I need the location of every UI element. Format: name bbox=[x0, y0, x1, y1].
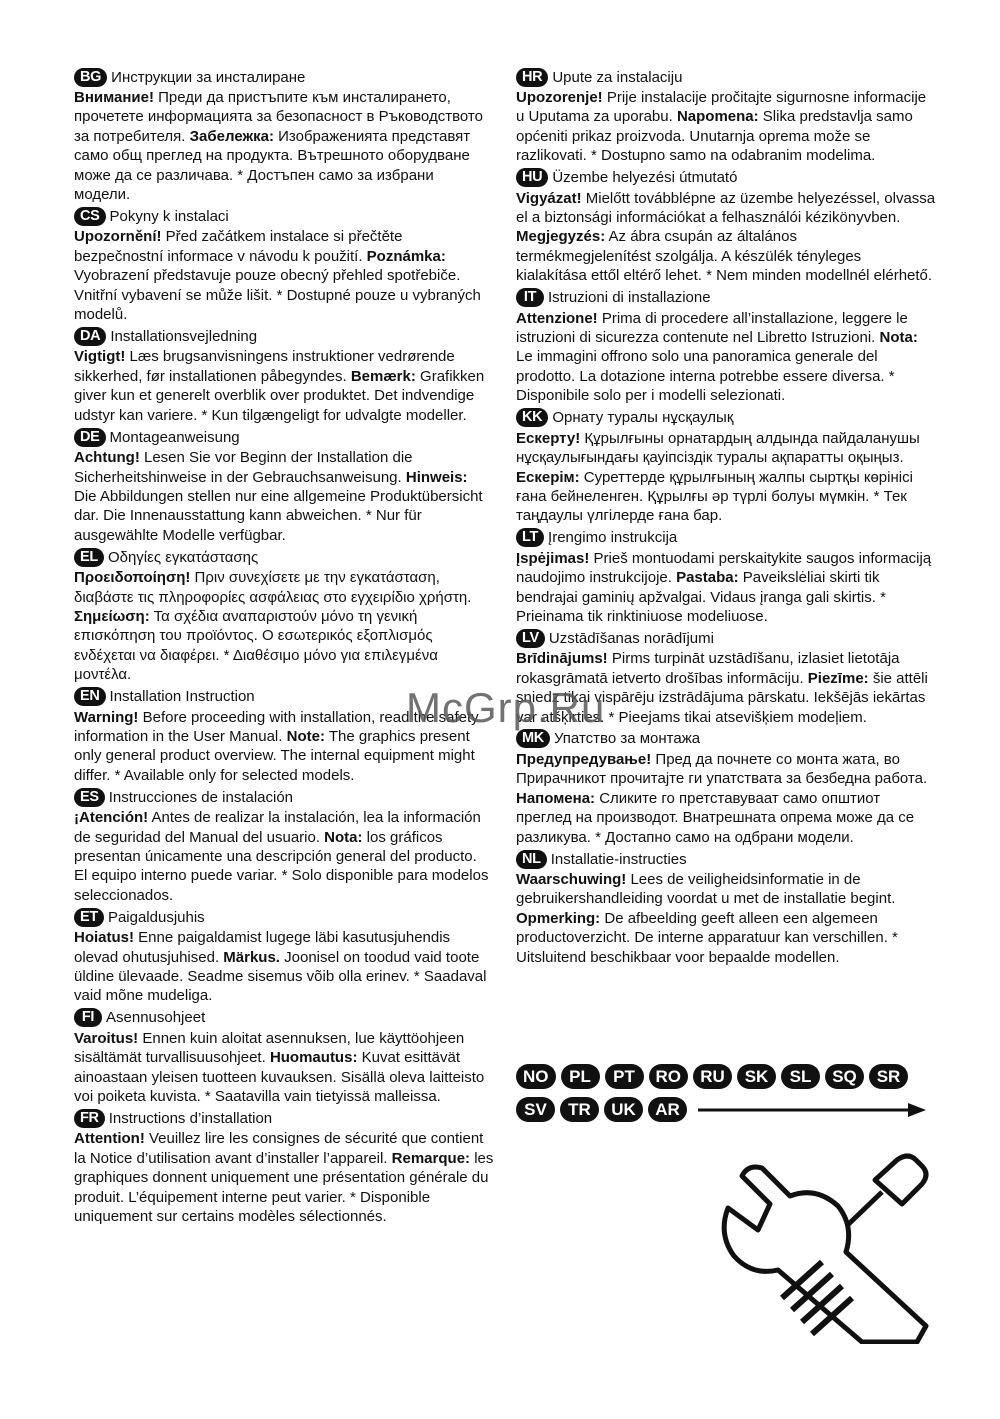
body-text: Prima di procedere all’installazione, leggere le istruzioni di sicurezza contenute nel Libretto Istruzioni. bbox=[516, 309, 908, 347]
section-heading bbox=[74, 906, 494, 928]
section-body bbox=[74, 928, 494, 1006]
language-badge-row bbox=[516, 1064, 946, 1089]
body-text: Læs brugsanvisningens instruktioner vedrørende sikkerhed, før installationen påbegyndes. bbox=[74, 348, 455, 385]
body-text: les graphiques donnent uniquement une présentation générale du produit. L’équipement interne peut varier. * Disponible uniquement sur certains modèles sélectionnés. bbox=[74, 1149, 494, 1226]
section-es bbox=[74, 786, 494, 905]
section-title: Installatie-instructies bbox=[550, 850, 687, 868]
bold-label: Piezīme: bbox=[807, 669, 869, 687]
section-body bbox=[516, 870, 936, 967]
body-text: Le immagini offrono solo una panoramica generale del prodotto. La dotazione interna potrebbe essere diversa. * Disponibile solo per i modelli selezionati. bbox=[516, 348, 895, 405]
body-text: Vyobrazení představuje pouze obecný přehled spotřebiče. Vnitřní vybavení se může lišit. * Dostupné pouze u vybraných modelů. bbox=[74, 267, 481, 324]
section-title: Орнату туралы нұсқаулық bbox=[552, 409, 734, 427]
section-title: Asennusohjeet bbox=[106, 1009, 206, 1027]
section-body bbox=[74, 1129, 494, 1226]
language-badge: SK bbox=[737, 1064, 776, 1089]
section-heading bbox=[74, 1007, 494, 1029]
bold-label: Ескерту! bbox=[516, 429, 581, 447]
language-badge: SV bbox=[516, 1097, 555, 1122]
section-body bbox=[516, 649, 936, 727]
watermark: McGrp.Ru bbox=[406, 684, 606, 731]
body-text: Πριν συνεχίσετε με την εγκατάσταση, διαβάστε τις πληροφορίες ασφάλειας στο εγχειρίδιο χρήστη. bbox=[74, 569, 472, 606]
section-body bbox=[516, 309, 936, 406]
left-column bbox=[74, 66, 494, 1228]
language-code-badge: IT bbox=[516, 288, 544, 307]
section-cs bbox=[74, 205, 494, 324]
body-text: Құрылғыны орнатардың алдында пайдаланушы нұсқаулығындағы қауіпсіздік туралы ақпаратты оқыңыз. bbox=[516, 429, 920, 467]
section-body bbox=[74, 227, 494, 324]
section-body bbox=[74, 88, 494, 204]
section-heading bbox=[74, 1107, 494, 1129]
bold-label: Pastaba: bbox=[676, 569, 739, 587]
language-code-badge: ET bbox=[74, 908, 104, 927]
arrow-right-icon bbox=[698, 1100, 928, 1120]
language-code-badge: EL bbox=[74, 548, 104, 567]
body-text: Изображенията представят само общ преглед на продукта. Вътрешното оборудване може да се различава. * Достъпен само за избрани модели. bbox=[74, 127, 471, 204]
bold-label: Warning! bbox=[74, 708, 139, 726]
section-body bbox=[516, 429, 936, 526]
section-title: Uzstādīšanas norādījumi bbox=[548, 629, 714, 647]
bold-label: Achtung! bbox=[74, 449, 140, 467]
section-body bbox=[74, 448, 494, 545]
section-title: Installation Instruction bbox=[109, 688, 255, 706]
language-code-badge: EN bbox=[74, 687, 106, 706]
body-text: Joonisel on toodud vaid toote üldine ülevaade. Seadme sisemus võib olla erinev. * Saadaval vaid mõne mudeliga. bbox=[74, 948, 487, 1005]
section-body bbox=[516, 549, 936, 627]
section-de bbox=[74, 426, 494, 545]
bold-label: Vigtigt! bbox=[74, 348, 126, 366]
body-text: Pirms turpināt uzstādīšanu, izlasiet lietotāja rokasgrāmatā ietverto drošības informāciju. bbox=[516, 650, 900, 687]
body-text: Сликите го претставуваат само општиот преглед на производот. Внатрешната опрема може да се разликува. * Достапно само на одбрани модели. bbox=[516, 789, 915, 846]
body-text: Lees de veiligheidsinformatie in de gebruikershandleiding voordat u met de installatie begint. bbox=[516, 871, 896, 908]
language-badge: AR bbox=[648, 1097, 687, 1122]
section-heading bbox=[516, 66, 936, 88]
section-title: Instrucciones de instalación bbox=[108, 788, 294, 806]
section-lv bbox=[516, 627, 936, 727]
body-text: Slika predstavlja samo općeniti prikaz proizvoda. Unutarnja oprema može se razlikovati. * Dostupno samo na odabranim modelima. bbox=[516, 108, 913, 165]
bold-label: Poznámka: bbox=[366, 247, 446, 265]
language-code-badge: LT bbox=[516, 528, 544, 547]
bold-label: Hoiatus! bbox=[74, 929, 134, 947]
section-en bbox=[74, 686, 494, 786]
section-title: Montageanweisung bbox=[109, 428, 240, 446]
body-text: Суреттерде құрылғының жалпы сыртқы көрінісі ғана бейнеленген. Құрылғы әр түрлі болуы мүмкін. * Тек таңдаулы үлгілерде ғана бар. bbox=[516, 468, 913, 525]
section-body bbox=[516, 750, 936, 847]
bold-label: Напомена: bbox=[516, 789, 596, 807]
language-code-badge: HU bbox=[516, 168, 548, 187]
bold-label: Įspėjimas! bbox=[516, 549, 590, 567]
bold-label: Brīdinājums! bbox=[516, 650, 608, 668]
section-heading bbox=[74, 786, 494, 808]
wrench-screwdriver-icon bbox=[712, 1148, 934, 1344]
language-code-badge: DE bbox=[74, 428, 106, 447]
section-body bbox=[516, 189, 936, 286]
section-heading bbox=[74, 546, 494, 568]
section-kk bbox=[516, 407, 936, 526]
section-heading bbox=[516, 728, 936, 750]
bold-label: Hinweis: bbox=[405, 468, 468, 486]
bold-label: Note: bbox=[286, 727, 325, 745]
body-text: Prije instalacije pročitajte sigurnosne informacije u Uputama za uporabu. bbox=[516, 89, 927, 126]
bold-label: Upozorenje! bbox=[516, 89, 603, 106]
body-text: De afbeelding geeft alleen een algemeen productoverzicht. De interne apparatuur kan verschillen. * Uitsluitend beschikbaar voor bepaalde modellen. bbox=[516, 909, 898, 966]
section-title: Üzembe helyezési útmutató bbox=[552, 169, 738, 187]
section-it bbox=[516, 287, 936, 406]
body-text: Ennen kuin aloitat asennuksen, lue käyttöohjeen sisältämät turvallisuusohjeet. bbox=[74, 1029, 465, 1067]
language-badge: UK bbox=[604, 1097, 643, 1122]
language-badge: TR bbox=[560, 1097, 599, 1122]
language-badge-row bbox=[516, 1097, 946, 1122]
section-fr bbox=[74, 1107, 494, 1226]
bold-label: Bemærk: bbox=[350, 367, 416, 385]
section-heading bbox=[516, 627, 936, 649]
language-badge: PT bbox=[605, 1064, 644, 1089]
body-text: Before proceeding with installation, read the safety information in the User Manual. bbox=[74, 708, 479, 745]
language-badge: PL bbox=[561, 1064, 600, 1089]
bold-label: Märkus. bbox=[223, 948, 280, 966]
section-heading bbox=[74, 426, 494, 448]
bold-label: Huomautus: bbox=[269, 1049, 358, 1067]
bold-label: Забележка: bbox=[189, 127, 274, 145]
section-title: Installationsvejledning bbox=[110, 327, 258, 345]
body-text: Die Abbildungen stellen nur eine allgemeine Produktübersicht dar. Die Innenausstattung kann abweichen. * Nur für ausgewählte Modelle verfügbar. bbox=[74, 487, 483, 544]
section-heading bbox=[74, 66, 494, 88]
body-text: Prieš montuodami perskaitykite saugos informaciją naudojimo instrukcijoje. bbox=[516, 549, 932, 587]
right-column bbox=[516, 66, 936, 968]
bold-label: Vigyázat! bbox=[516, 189, 582, 207]
body-text: Mielőtt továbblépne az üzembe helyezéssel, olvassa el a biztonsági információkat a felhasználói kézikönyvben. bbox=[516, 189, 936, 227]
language-badge: SR bbox=[869, 1064, 908, 1089]
section-heading bbox=[516, 167, 936, 189]
body-text: Antes de realizar la instalación, lea la información de seguridad del Manual del usuario. bbox=[74, 809, 481, 846]
language-code-badge: LV bbox=[516, 629, 545, 648]
bold-label: Waarschuwing! bbox=[516, 871, 627, 888]
body-text: Před začátkem instalace si přečtěte bezpečnostní informace v návodu k použití. bbox=[74, 228, 403, 265]
language-code-badge: DA bbox=[74, 327, 106, 346]
section-title: Упатство за монтажа bbox=[553, 730, 701, 748]
section-body bbox=[516, 88, 936, 166]
section-el bbox=[74, 546, 494, 684]
body-text: Lesen Sie vor Beginn der Installation die Sicherheitshinweise in der Gebrauchsanweisung. bbox=[74, 449, 413, 486]
language-code-badge: KK bbox=[516, 408, 548, 427]
body-text: Enne paigaldamist lugege läbi kasutusjuhendis olevad ohutusjuhised. bbox=[74, 929, 451, 966]
bold-label: Σημείωση: bbox=[74, 607, 150, 625]
section-mk bbox=[516, 728, 936, 847]
section-heading bbox=[74, 325, 494, 347]
section-heading bbox=[74, 205, 494, 227]
section-title: Upute za instalaciju bbox=[552, 68, 683, 86]
section-title: Инструкции за инсталиране bbox=[111, 68, 306, 86]
language-badge: SL bbox=[781, 1064, 820, 1089]
section-hr bbox=[516, 66, 936, 166]
body-text: šie attēli sniedz tikai vispārēju izstrādājuma pārskatu. Iekšējās iekārtas var atšķirties. * Pieejams tikai atsevišķiem modeļiem. bbox=[516, 669, 928, 726]
section-body bbox=[74, 347, 494, 425]
section-title: Pokyny k instalaci bbox=[109, 207, 229, 225]
bold-label: Προειδοποίηση! bbox=[74, 569, 191, 587]
body-text: los gráficos presentan únicamente una descripción general del producto. El equipo interno puede variar. * Solo disponible para modelos seleccionados. bbox=[74, 828, 489, 904]
section-heading bbox=[516, 527, 936, 549]
section-fi bbox=[74, 1007, 494, 1107]
bold-label: Megjegyzés: bbox=[516, 228, 606, 246]
language-badges bbox=[516, 1064, 946, 1130]
body-text: Az ábra csupán az általános termékmegjelenítést szolgálja. A készülék tényleges kialakítása ettől eltérő lehet. * Nem minden modellnél elérhető. bbox=[516, 228, 933, 285]
section-title: Οδηγίες εγκατάστασης bbox=[107, 548, 259, 566]
section-heading bbox=[74, 686, 494, 708]
language-code-badge: FI bbox=[74, 1008, 102, 1027]
section-et bbox=[74, 906, 494, 1006]
language-badge: RO bbox=[649, 1064, 689, 1089]
section-body bbox=[74, 808, 494, 905]
body-text: Paveikslėliai skirti tik bendrajai gaminių apžvalgai. Vidaus įranga gali skirtis. * Prieinama tik rinktiniuose modeliuose. bbox=[516, 569, 886, 625]
bold-label: Nota: bbox=[879, 329, 918, 347]
body-text: Kuvat esittävät ainoastaan yleisen tuotteen kuvauksen. Sisällä oleva laitteisto voi poiketa kuvista. * Saatavilla vain tietyissä malleissa. bbox=[74, 1049, 485, 1106]
language-badge: RU bbox=[693, 1064, 732, 1089]
body-text: Преди да пристъпите към инсталирането, прочетете информацията за безопасност в Ръководството за потребителя. bbox=[74, 89, 483, 145]
section-title: Istruzioni di installazione bbox=[548, 289, 711, 307]
language-code-badge: FR bbox=[74, 1109, 105, 1128]
section-heading bbox=[516, 287, 936, 309]
section-title: Įrengimo instrukcija bbox=[548, 529, 678, 547]
language-badge: NO bbox=[516, 1064, 556, 1089]
section-da bbox=[74, 325, 494, 425]
bold-label: Предупредување! bbox=[516, 750, 652, 768]
bold-label: Attenzione! bbox=[516, 309, 598, 327]
language-badge: SQ bbox=[825, 1064, 864, 1089]
bold-label: Ескерім: bbox=[516, 468, 580, 486]
language-code-badge: BG bbox=[74, 68, 107, 87]
bold-label: Varoitus! bbox=[74, 1029, 139, 1047]
bold-label: Remarque: bbox=[391, 1149, 471, 1167]
language-code-badge: HR bbox=[516, 68, 548, 87]
section-title: Paigaldusjuhis bbox=[107, 908, 205, 926]
body-text: Пред да почнете со монта жата, во Прирачникот прочитајте ги упатствата за безбедна работа. bbox=[516, 750, 928, 788]
section-heading bbox=[516, 848, 936, 870]
body-text: The graphics present only general product overview. The internal equipment might differ. * Available only for selected models. bbox=[74, 727, 475, 784]
section-title: Instructions d’installation bbox=[108, 1109, 273, 1127]
body-text: Grafikken giver kun et generelt overblik over produktet. Det indvendige udstyr kan variere. * Kun tilgængeligt for udvalgte modeller. bbox=[74, 367, 485, 424]
bold-label: Upozornění! bbox=[74, 228, 162, 246]
bold-label: Attention! bbox=[74, 1130, 145, 1148]
language-code-badge: CS bbox=[74, 207, 106, 226]
bold-label: ¡Atención! bbox=[74, 809, 149, 827]
bold-label: Nota: bbox=[324, 828, 363, 846]
section-heading bbox=[516, 407, 936, 429]
bold-label: Opmerking: bbox=[516, 909, 601, 927]
language-code-badge: MK bbox=[516, 729, 550, 748]
body-text: Veuillez lire les consignes de sécurité que contient la Notice d’utilisation avant d’installer l’appareil. bbox=[74, 1130, 484, 1167]
body-text: Τα σχέδια αναπαριστούν μόνο τη γενική επισκόπηση του προϊόντος. Ο εσωτερικός εξοπλισμός ενδέχεται να διαφέρει. * Διαθέσιμο μόνο για επιλεγμένα μοντέλα. bbox=[74, 607, 438, 684]
section-body bbox=[74, 568, 494, 684]
section-hu bbox=[516, 167, 936, 286]
section-nl bbox=[516, 848, 936, 967]
bold-label: Внимание! bbox=[74, 89, 154, 106]
bold-label: Napomena: bbox=[676, 108, 759, 126]
section-bg bbox=[74, 66, 494, 204]
section-lt bbox=[516, 527, 936, 627]
language-code-badge: ES bbox=[74, 788, 105, 807]
section-body bbox=[74, 708, 494, 786]
section-body bbox=[74, 1029, 494, 1107]
language-code-badge: NL bbox=[516, 850, 547, 869]
